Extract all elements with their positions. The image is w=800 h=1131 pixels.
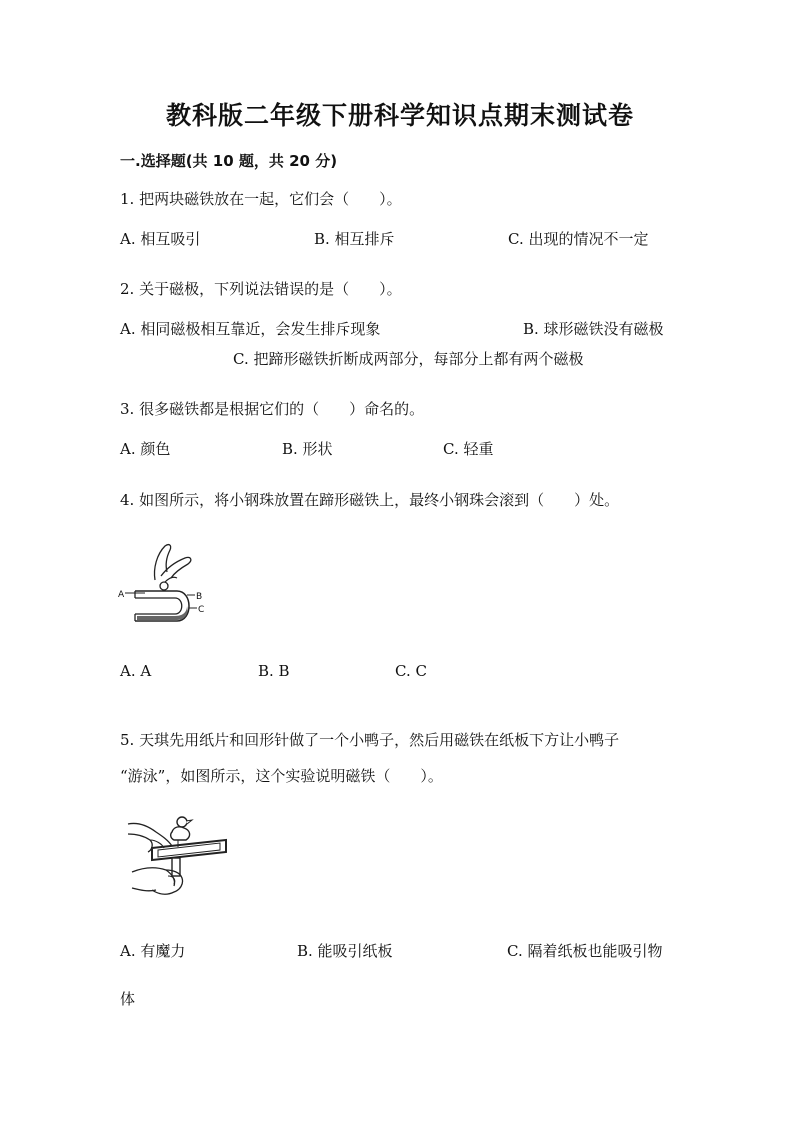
- question-5-option-a: A. 有魔力: [120, 942, 186, 960]
- question-5-option-c-wrap: 体: [120, 990, 136, 1008]
- figure-label-a: A: [118, 590, 125, 600]
- question-5-option-c: C. 隔着纸板也能吸引物: [507, 942, 663, 960]
- question-5-stem-line-1: 5. 天琪先用纸片和回形针做了一个小鸭子，然后用磁铁在纸板下方让小鸭子: [120, 731, 620, 749]
- question-5-option-b: B. 能吸引纸板: [297, 942, 393, 960]
- page-title: 教科版二年级下册科学知识点期末测试卷: [165, 101, 634, 130]
- question-1-option-a: A. 相互吸引: [120, 230, 201, 248]
- question-4-option-a: A. A: [120, 662, 152, 680]
- question-4-stem: 4. 如图所示，将小钢珠放置在蹄形磁铁上，最终小钢珠会滚到（ ）处。: [120, 491, 620, 509]
- question-3-stem: 3. 很多磁铁都是根据它们的（ ）命名的。: [120, 400, 425, 418]
- question-3-option-c: C. 轻重: [443, 440, 494, 458]
- question-2-option-a: A. 相同磁极相互靠近，会发生排斥现象: [120, 320, 381, 338]
- question-3-option-b: B. 形状: [282, 440, 333, 458]
- question-1-option-c: C. 出现的情况不一定: [508, 230, 649, 248]
- figure-label-c: C: [198, 605, 205, 615]
- question-2-option-b: B. 球形磁铁没有磁极: [523, 320, 664, 338]
- question-2-option-c: C. 把蹄形磁铁折断成两部分，每部分上都有两个磁极: [233, 350, 584, 368]
- question-3-option-a: A. 颜色: [120, 440, 171, 458]
- figure-label-b: B: [196, 592, 203, 602]
- question-1-stem: 1. 把两块磁铁放在一起，它们会（ ）。: [120, 190, 402, 208]
- question-2-stem: 2. 关于磁极，下列说法错误的是（ ）。: [120, 280, 402, 298]
- question-4-option-c: C. C: [395, 662, 427, 680]
- question-5-stem-line-2: “游泳”，如图所示，这个实验说明磁铁（ ）。: [120, 767, 443, 785]
- paper-duck-experiment-figure: [122, 810, 230, 902]
- section-heading: 一.选择题(共 10 题，共 20 分): [120, 152, 338, 170]
- horseshoe-magnet-figure: [115, 540, 220, 632]
- question-1-option-b: B. 相互排斥: [314, 230, 395, 248]
- question-4-option-b: B. B: [258, 662, 290, 680]
